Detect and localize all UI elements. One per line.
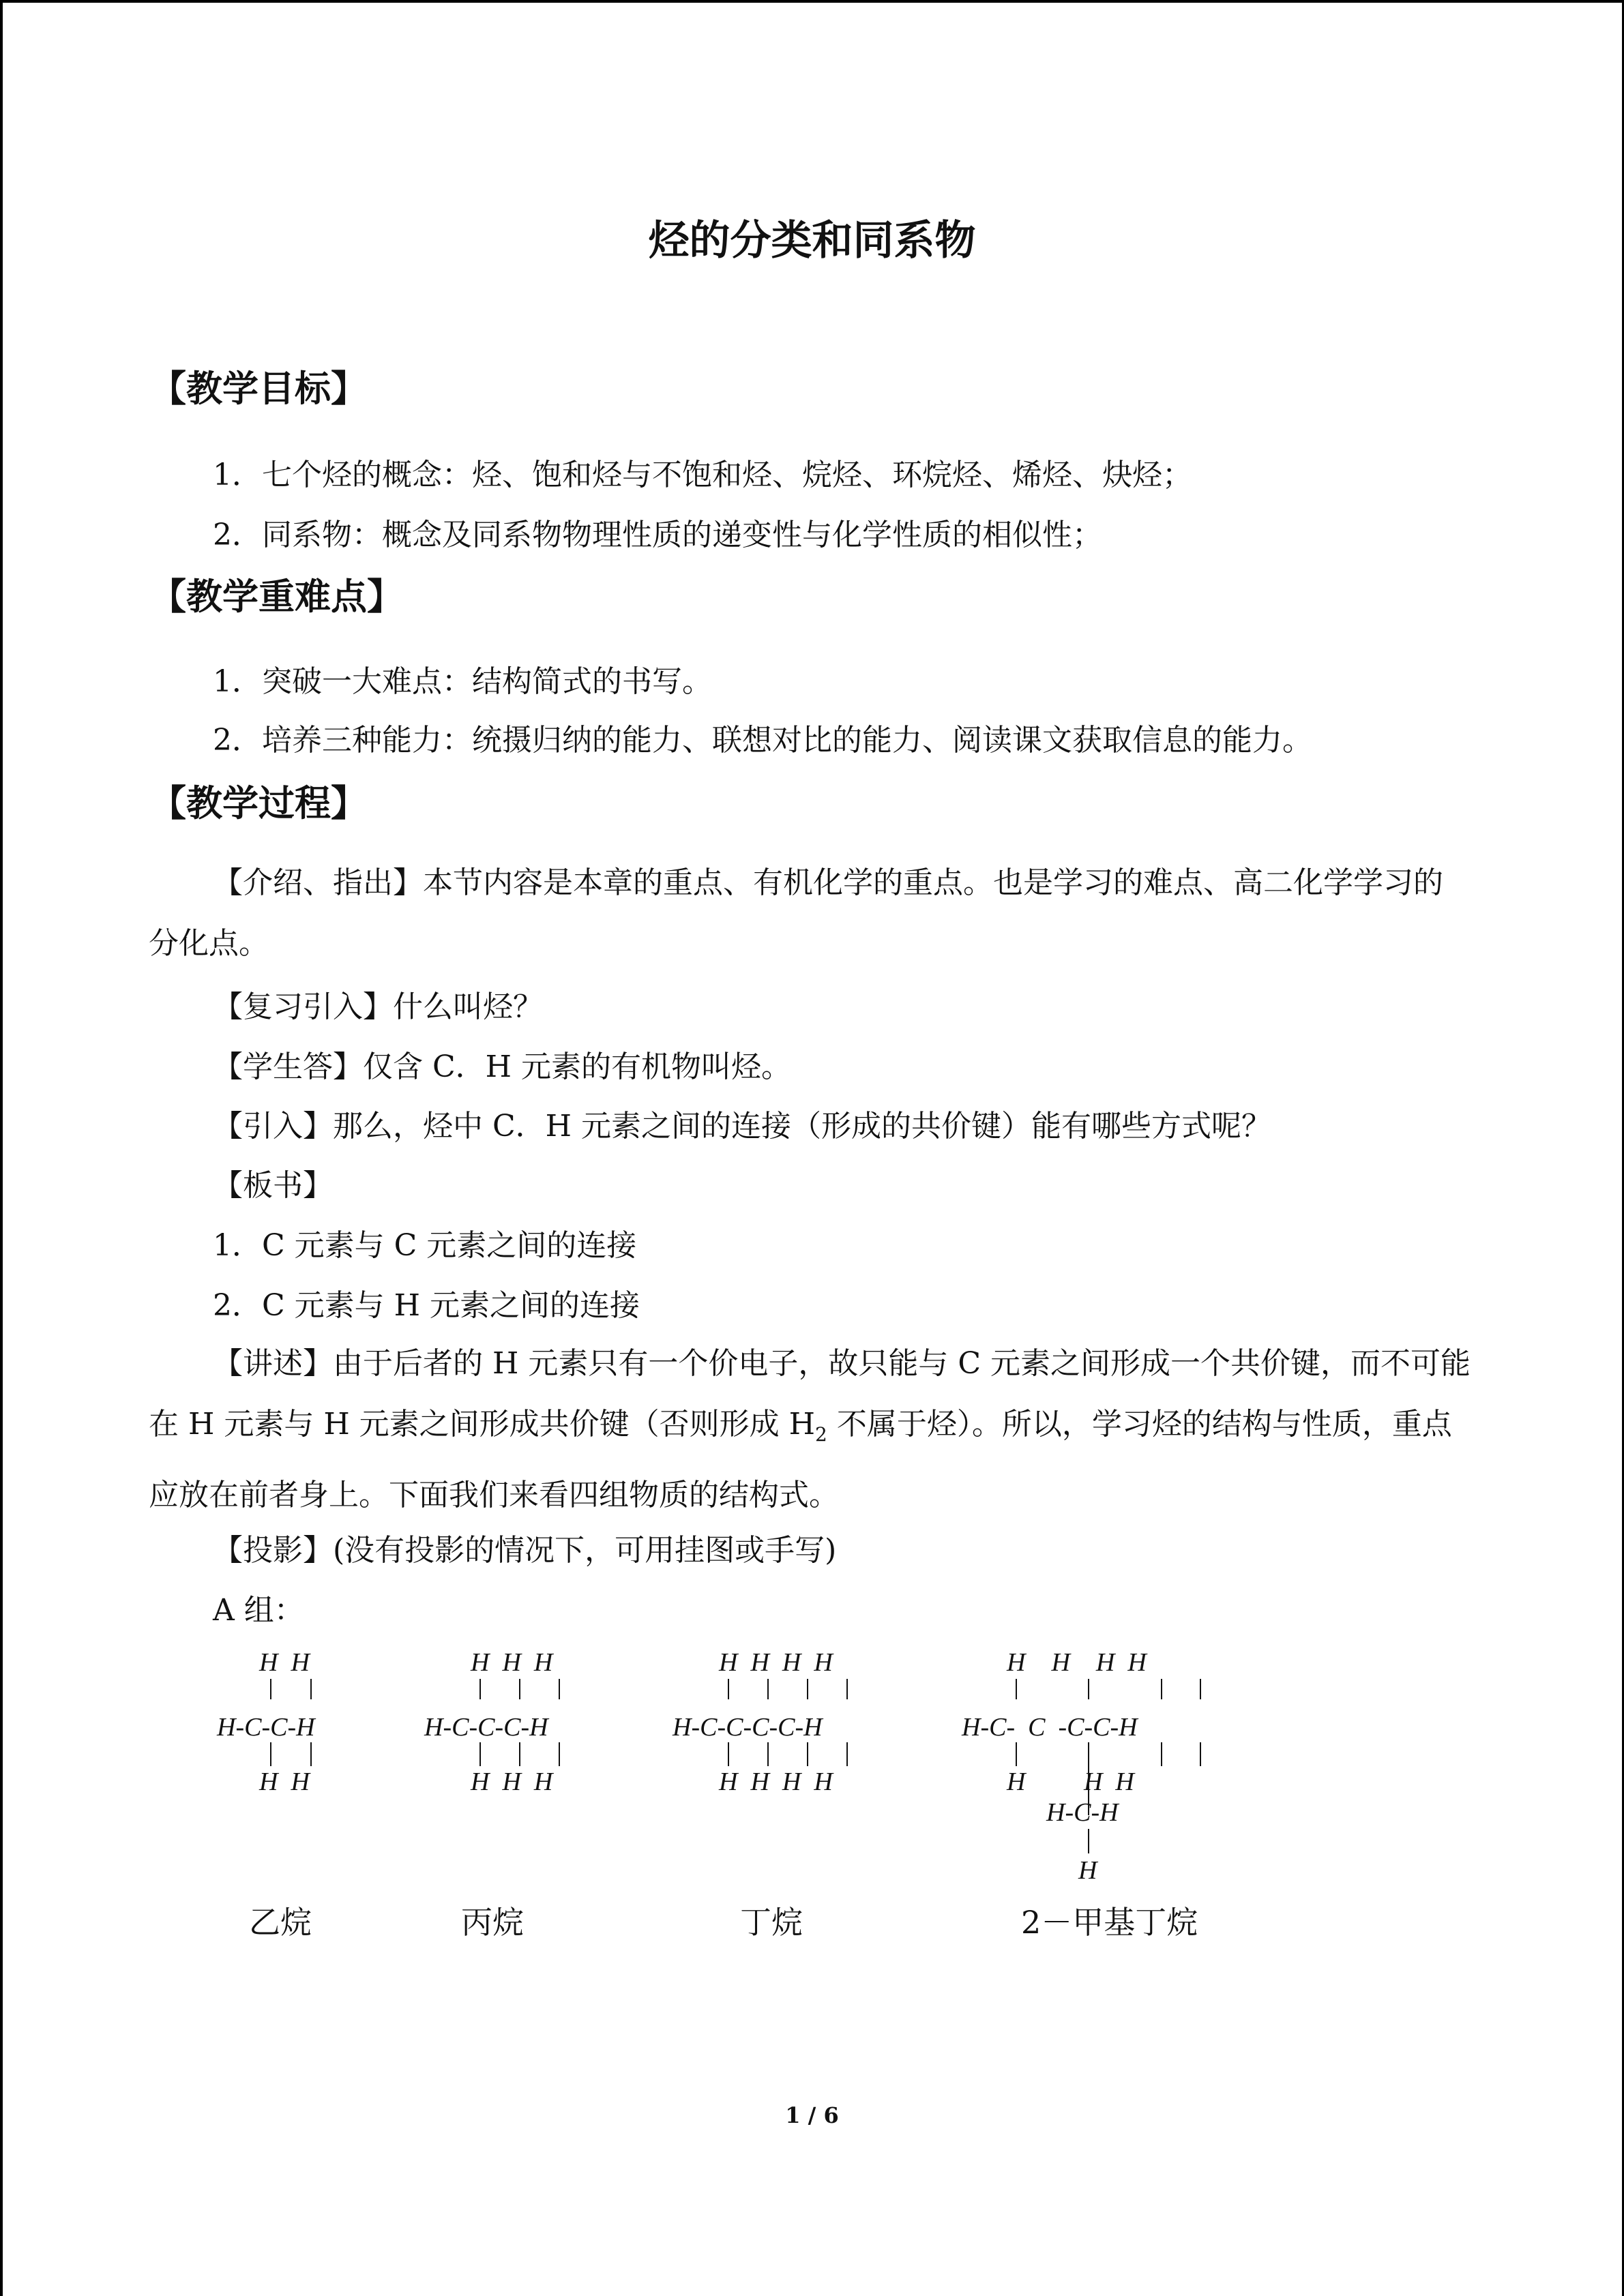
board-item-2: 2．C 元素与 H 元素之间的连接 (213, 1288, 640, 1323)
key-point-item-1: 1．突破一大难点：结构简式的书写。 (213, 664, 712, 699)
methylbutane-top-h: H H H H (1007, 1648, 1147, 1677)
group-a-label: A 组： (213, 1593, 304, 1628)
propane-bottom-h: H H H (471, 1768, 553, 1796)
narration-part-2: 不属于烃）。所以，学习烃的结构与性质，重点应放在前者身上。下面我们来看四组物质的结构式。 (149, 1407, 1452, 1512)
molecule-name-ethane: 乙烷 (249, 1904, 312, 1941)
formula-butane (672, 1648, 847, 1796)
page-frame-left (0, 0, 3, 2296)
board-item-1: 1．C 元素与 C 元素之间的连接 (213, 1228, 637, 1263)
board-label: 【板书】 (213, 1168, 333, 1203)
page-title: 烃的分类和同系物 (648, 217, 976, 265)
methylbutane-branch: H-C-H (1046, 1798, 1119, 1827)
structural-formulas (0, 1637, 1624, 1923)
butane-top-h: H H H H (719, 1648, 833, 1677)
page-frame-top (0, 0, 1624, 3)
review-line: 【复习引入】什么叫烃？ (213, 989, 543, 1024)
formula-ethane (216, 1648, 316, 1796)
formula-propane (424, 1648, 559, 1796)
lead-in-line: 【引入】那么，烃中 C．H 元素之间的连接（形成的共价键）能有哪些方式呢？ (213, 1109, 1272, 1144)
butane-chain: H-C-C-C-C-H (673, 1713, 823, 1742)
heading-key-points: 【教学重难点】 (150, 576, 403, 618)
projection-line: 【投影】(没有投影的情况下，可用挂图或手写) (213, 1533, 837, 1568)
ethane-bottom-h: H H (259, 1768, 310, 1796)
methylbutane-chain: H-C- C -C-C-H (962, 1713, 1138, 1742)
narration-subscript: 2 (815, 1422, 827, 1446)
narration-part-1: 【讲述】由于后者的 H 元素只有一个价电子，故只能与 C 元素之间形成一个共价键，而不可能在 H 元素与 H 元素之间形成共价键（否则形成 H (149, 1346, 1471, 1442)
ethane-chain: H-C-C-H (217, 1713, 315, 1742)
methylbutane-branch-h: H (1078, 1856, 1097, 1885)
propane-top-h: H H H (471, 1648, 553, 1677)
narration-paragraph (149, 1333, 1472, 1525)
heading-objectives: 【教学目标】 (150, 368, 367, 410)
molecule-name-propane: 丙烷 (461, 1904, 524, 1941)
intro-paragraph: 【介绍、指出】本节内容是本章的重点、有机化学的重点。也是学习的难点、高二化学学习的分化点。 (149, 865, 1443, 961)
formula-2-methylbutane (961, 1648, 1200, 1885)
student-answer-line: 【学生答】仅含 C．H 元素的有机物叫烃。 (213, 1049, 792, 1084)
key-point-item-2: 2．培养三种能力：统摄归纳的能力、联想对比的能力、阅读课文获取信息的能力。 (213, 723, 1312, 758)
butane-bottom-h: H H H H (719, 1768, 833, 1796)
molecule-name-butane: 丁烷 (740, 1904, 803, 1941)
formula-drawing (0, 1637, 1624, 1923)
methylbutane-bottom-h: H H H (1007, 1768, 1134, 1796)
heading-process: 【教学过程】 (150, 782, 367, 824)
objective-item-2: 2．同系物：概念及同系物物理性质的递变性与化学性质的相似性； (213, 518, 1102, 552)
page-number: 1 / 6 (785, 2102, 839, 2128)
propane-chain: H-C-C-C-H (424, 1713, 548, 1742)
molecule-name-2-methylbutane: 2－甲基丁烷 (1021, 1904, 1198, 1941)
ethane-top-h: H H (259, 1648, 310, 1677)
objective-item-1: 1．七个烃的概念：烃、饱和烃与不饱和烃、烷烃、环烷烃、烯烃、炔烃； (213, 458, 1192, 492)
